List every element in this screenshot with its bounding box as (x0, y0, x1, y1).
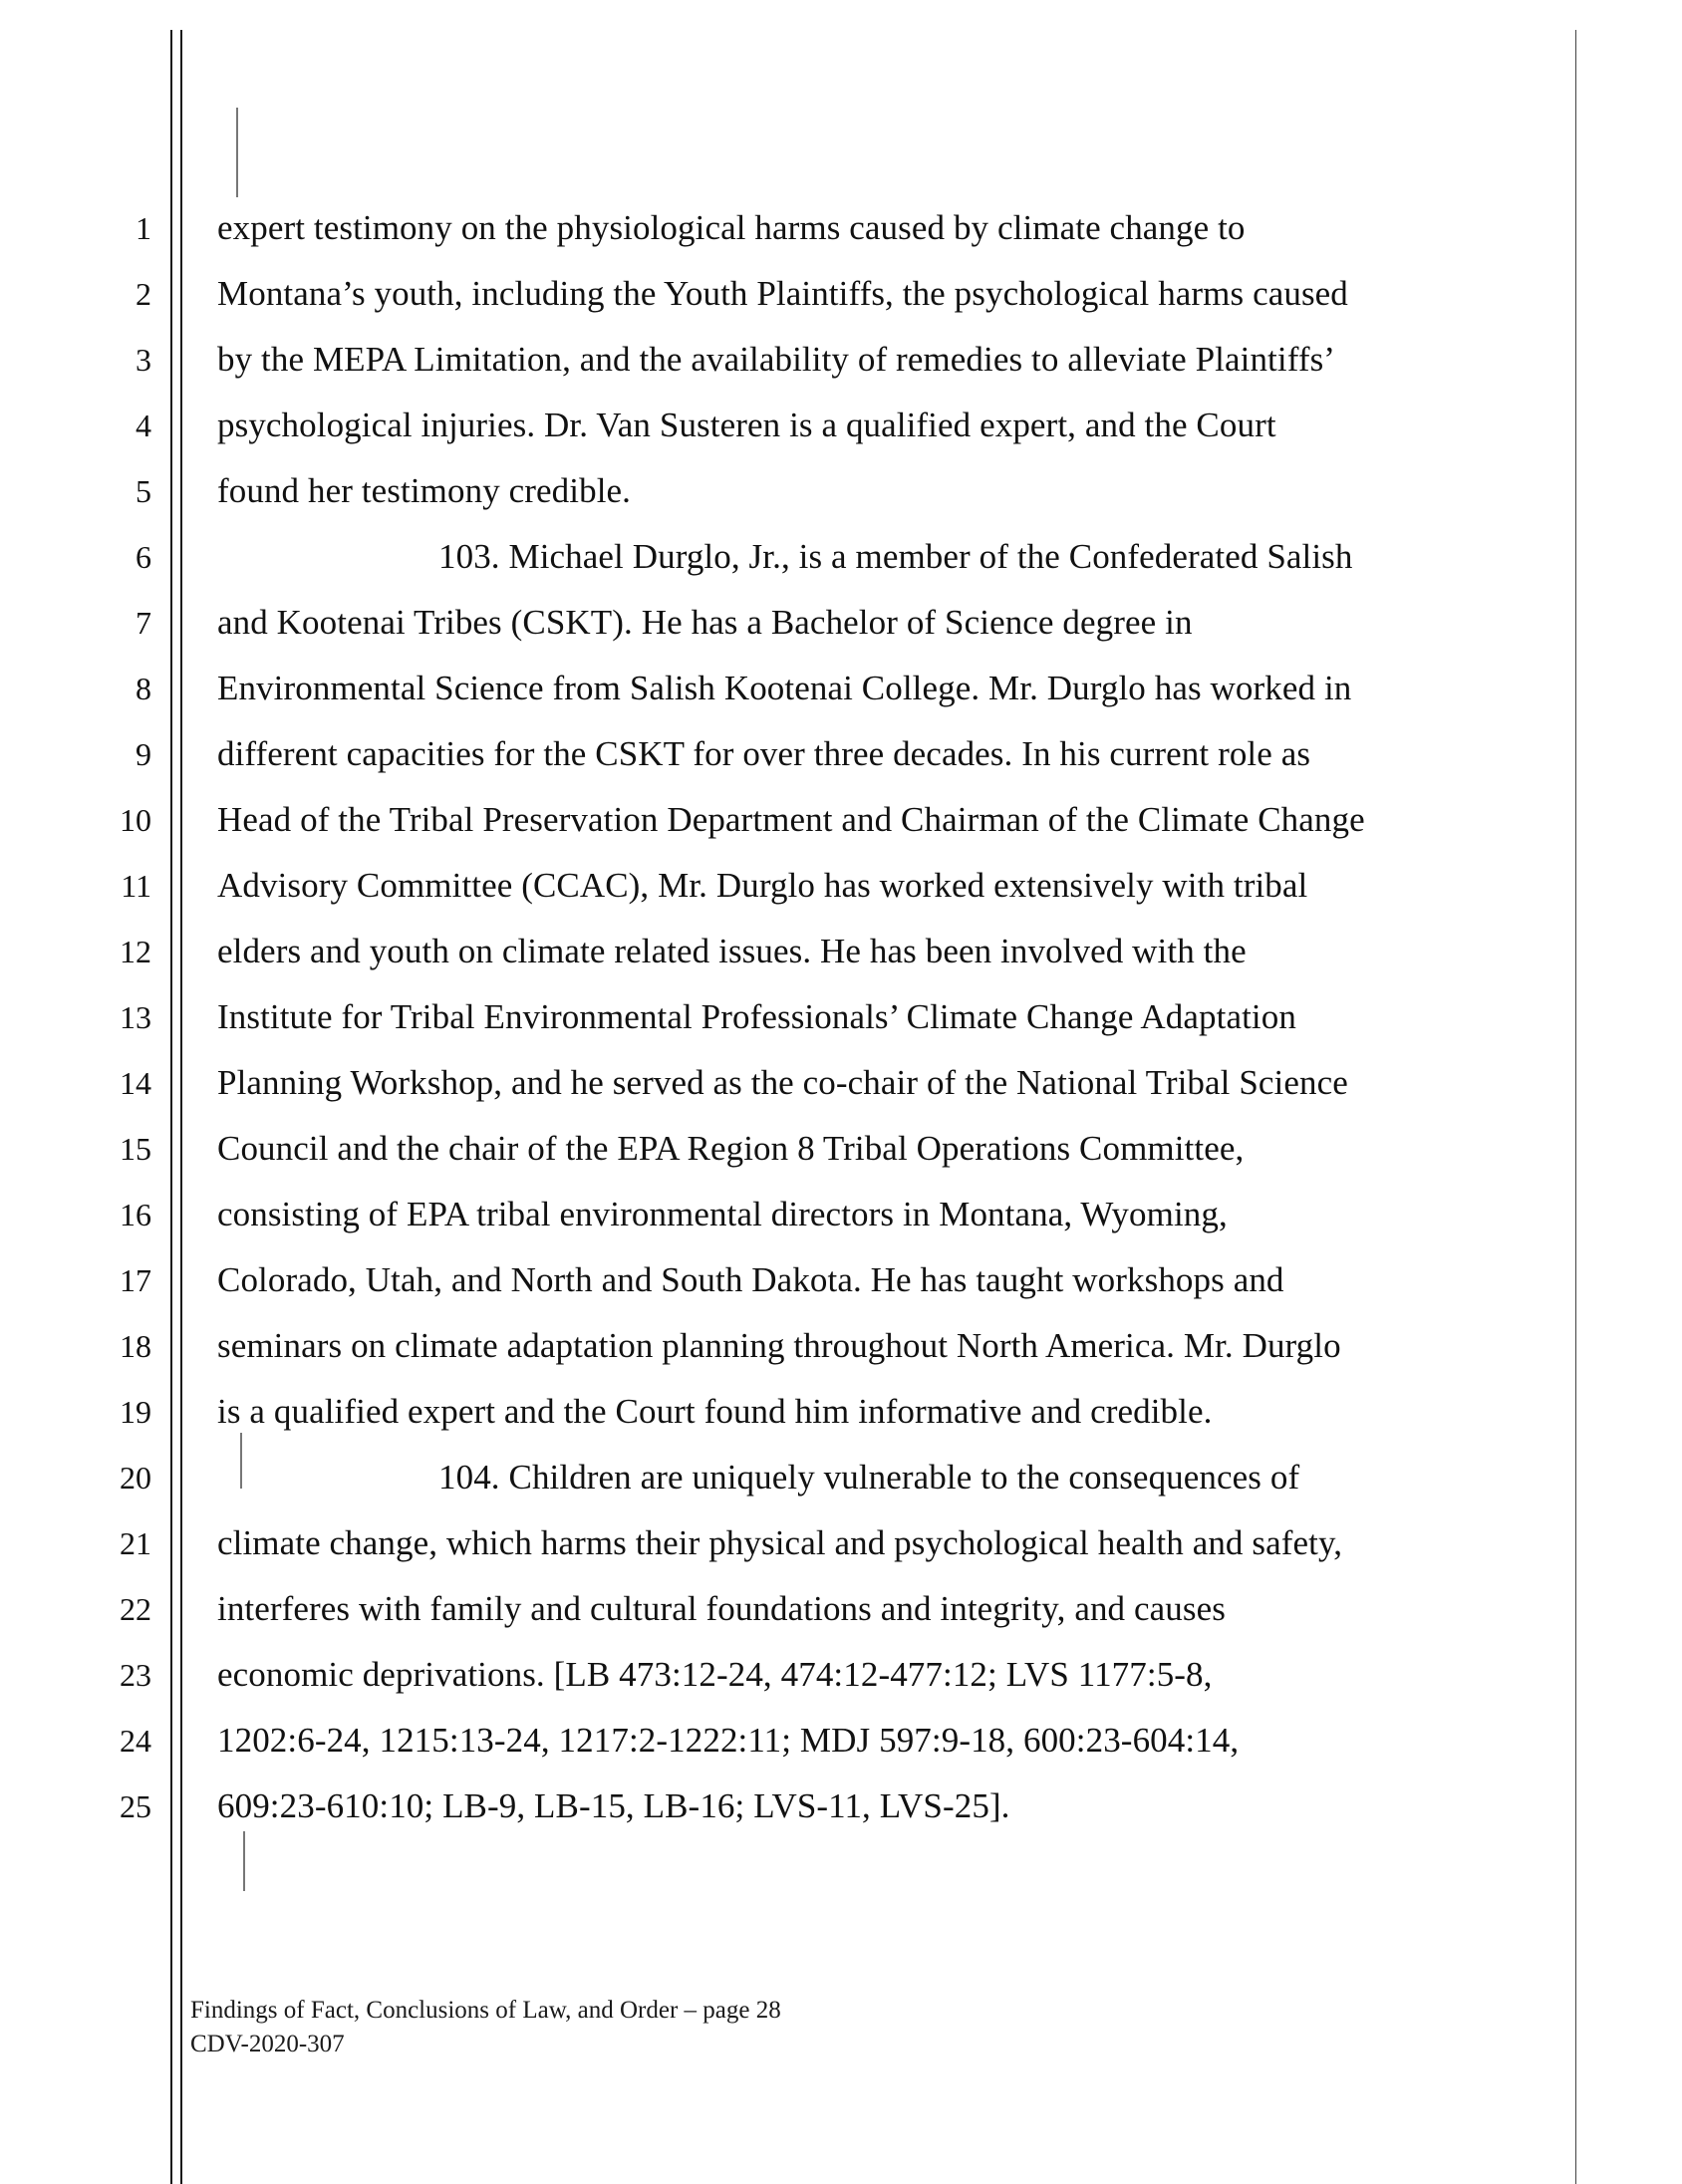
body-text-line: 1202:6-24, 1215:13-24, 1217:2-1222:11; MDJ 597:9-18, 600:23-604:14, (217, 1721, 1240, 1760)
paragraph-104-start: 104. Children are uniquely vulnerable to the consequences of (438, 1458, 1300, 1497)
line-number: 1 (136, 210, 151, 246)
line-number: 13 (120, 999, 151, 1035)
body-text-line: by the MEPA Limitation, and the availability of remedies to alleviate Plaintiffs’ (217, 340, 1336, 379)
line-number: 23 (120, 1657, 151, 1693)
line-number: 19 (120, 1394, 151, 1430)
body-text-line: 609:23-610:10; LB-9, LB-15, LB-16; LVS-11, LVS-25]. (217, 1786, 1010, 1825)
left-margin-rule-outer (170, 30, 172, 2184)
body-text-line: found her testimony credible. (217, 471, 632, 510)
line-number: 7 (136, 605, 151, 641)
body-text-line: interferes with family and cultural foundations and integrity, and causes (217, 1589, 1226, 1628)
body-text-line: elders and youth on climate related issues. He has been involved with the (217, 932, 1247, 970)
line-number: 18 (120, 1328, 151, 1364)
line-number: 6 (136, 539, 151, 575)
scan-artifact (236, 108, 238, 197)
body-text-line: different capacities for the CSKT for over three decades. In his current role as (217, 734, 1311, 773)
body-text-line: Montana’s youth, including the Youth Plaintiffs, the psychological harms caused (217, 274, 1348, 313)
left-margin-rule-inner (180, 30, 182, 2184)
body-text-line: Head of the Tribal Preservation Department and Chairman of the Climate Change (217, 800, 1365, 839)
body-text-line: Institute for Tribal Environmental Professionals’ Climate Change Adaptation (217, 997, 1296, 1036)
body-text-line: consisting of EPA tribal environmental directors in Montana, Wyoming, (217, 1195, 1228, 1233)
line-number: 11 (121, 868, 151, 904)
line-number: 15 (120, 1131, 151, 1167)
line-number: 17 (120, 1262, 151, 1298)
body-text-line: is a qualified expert and the Court found him informative and credible. (217, 1392, 1213, 1431)
line-number: 10 (120, 802, 151, 838)
line-number: 25 (120, 1788, 151, 1824)
right-margin-rule (1575, 30, 1576, 2184)
body-text-line: Planning Workshop, and he served as the co-chair of the National Tribal Science (217, 1063, 1348, 1102)
line-number: 22 (120, 1591, 151, 1627)
line-number: 8 (136, 671, 151, 706)
body-text-line: Advisory Committee (CCAC), Mr. Durglo has worked extensively with tribal (217, 866, 1308, 905)
body-text-line: Colorado, Utah, and North and South Dakota. He has taught workshops and (217, 1260, 1284, 1299)
body-text-line: psychological injuries. Dr. Van Susteren is a qualified expert, and the Court (217, 406, 1276, 444)
body-text-line: expert testimony on the physiological harms caused by climate change to (217, 208, 1246, 247)
line-number: 16 (120, 1197, 151, 1232)
scan-artifact (243, 1831, 245, 1891)
body-text-line: climate change, which harms their physical and psychological health and safety, (217, 1523, 1343, 1562)
line-number: 9 (136, 736, 151, 772)
line-number: 20 (120, 1460, 151, 1496)
footer-title: Findings of Fact, Conclusions of Law, and Order – page 28 (190, 1997, 781, 2024)
line-number: 24 (120, 1723, 151, 1759)
body-text-line: and Kootenai Tribes (CSKT). He has a Bachelor of Science degree in (217, 603, 1193, 642)
page-footer (190, 1994, 781, 2061)
body-text-line: Environmental Science from Salish Kootenai College. Mr. Durglo has worked in (217, 669, 1352, 707)
line-number: 14 (120, 1065, 151, 1101)
line-number: 3 (136, 342, 151, 378)
line-number: 4 (136, 408, 151, 443)
body-text-line: economic deprivations. [LB 473:12-24, 474:12-477:12; LVS 1177:5-8, (217, 1655, 1213, 1694)
line-number: 5 (136, 473, 151, 509)
paragraph-103-start: 103. Michael Durglo, Jr., is a member of the Confederated Salish (438, 537, 1353, 576)
body-text-line: Council and the chair of the EPA Region 8 Tribal Operations Committee, (217, 1129, 1245, 1168)
line-number: 12 (120, 934, 151, 969)
line-number: 21 (120, 1525, 151, 1561)
footer-case-number: CDV-2020-307 (190, 2031, 345, 2057)
body-text-line: seminars on climate adaptation planning throughout North America. Mr. Durglo (217, 1326, 1341, 1365)
line-number: 2 (136, 276, 151, 312)
